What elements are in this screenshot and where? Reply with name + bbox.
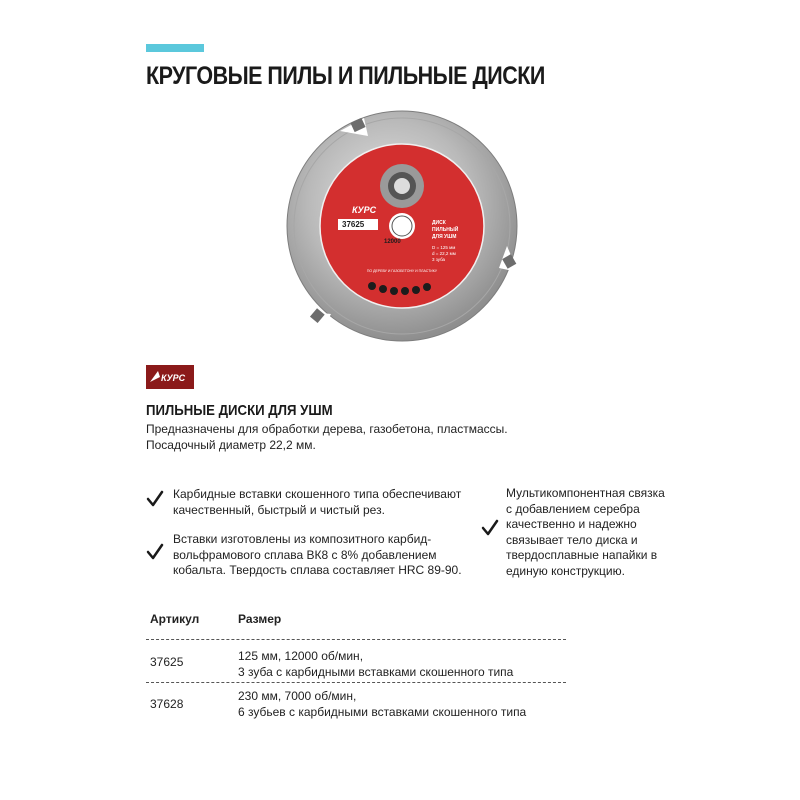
disc-name-3: ДЛЯ УШМ xyxy=(432,234,457,240)
row-size xyxy=(238,688,526,720)
intro-line: Предназначены для обработки дерева, газобетона, пластмассы. xyxy=(146,422,508,436)
feature-item xyxy=(173,532,462,579)
feature-line: твердосплавные напайки в xyxy=(506,548,658,562)
feature-line: вольфрамового сплава ВК8 с 8% добавлением xyxy=(173,547,437,562)
feature-line: качественно и надежно xyxy=(506,517,637,531)
feature-line: Вставки изготовлены из композитного карбид- xyxy=(173,532,432,546)
disc-usage: ПО ДЕРЕВУ И ГАЗОБЕТОНУ И ПЛАСТИКУ xyxy=(366,269,438,273)
brand-logo xyxy=(146,365,194,389)
disc-rpm: 12000 xyxy=(384,239,401,245)
disc-name-2: ПИЛЬНЫЙ xyxy=(432,227,459,233)
feature-item xyxy=(506,486,665,579)
feature-line: качественный, быстрый и чистый рез. xyxy=(173,502,385,517)
row-size-line: 6 зубьев с карбидными вставками скошенного типа xyxy=(238,705,527,719)
feature-line: единую конструкцию. xyxy=(506,563,625,578)
checkmark-icon xyxy=(481,519,499,537)
disc-name-1: ДИСК xyxy=(432,220,446,226)
row-article: 37625 xyxy=(150,655,184,669)
feature-line: кобальта. Твердость сплава составляет HRC 89-90. xyxy=(173,563,462,577)
checkmark-icon xyxy=(146,543,164,561)
disc-spec-1: D = 125 мм xyxy=(432,245,456,250)
page-title: КРУГОВЫЕ ПИЛЫ И ПИЛЬНЫЕ ДИСКИ xyxy=(146,62,545,90)
saw-disc-image xyxy=(282,106,522,346)
disc-spec-3: 3 зуба xyxy=(432,257,446,262)
row-size-line: 3 зуба с карбидными вставками скошенного типа xyxy=(238,665,514,679)
checkmark-icon xyxy=(146,490,164,508)
column-header-size: Размер xyxy=(238,612,282,626)
section-intro xyxy=(146,421,508,453)
row-size xyxy=(238,648,513,680)
feature-line: Мультикомпонентная связка xyxy=(506,486,665,500)
feature-line: Карбидные вставки скошенного типа обеспечивают xyxy=(173,487,462,501)
brand-logo-text: КУРС xyxy=(161,373,186,383)
section-title: ПИЛЬНЫЕ ДИСКИ ДЛЯ УШМ xyxy=(146,402,333,419)
intro-line: Посадочный диаметр 22,2 мм. xyxy=(146,438,316,452)
row-size-line: 125 мм, 12000 об/мин, xyxy=(238,649,364,663)
table-divider xyxy=(146,682,566,683)
row-size-line: 230 мм, 7000 об/мин, xyxy=(238,689,357,703)
accent-bar xyxy=(146,44,204,52)
disc-article: 37625 xyxy=(342,220,365,229)
feature-line: связывает тело диска и xyxy=(506,532,638,547)
disc-brand: КУРС xyxy=(352,205,377,215)
row-article: 37628 xyxy=(150,697,184,711)
feature-item xyxy=(173,487,461,518)
feature-line: с добавлением серебра xyxy=(506,501,640,516)
table-divider xyxy=(146,639,566,640)
disc-spec-2: d = 22,2 мм xyxy=(432,251,456,256)
column-header-article: Артикул xyxy=(150,612,200,626)
